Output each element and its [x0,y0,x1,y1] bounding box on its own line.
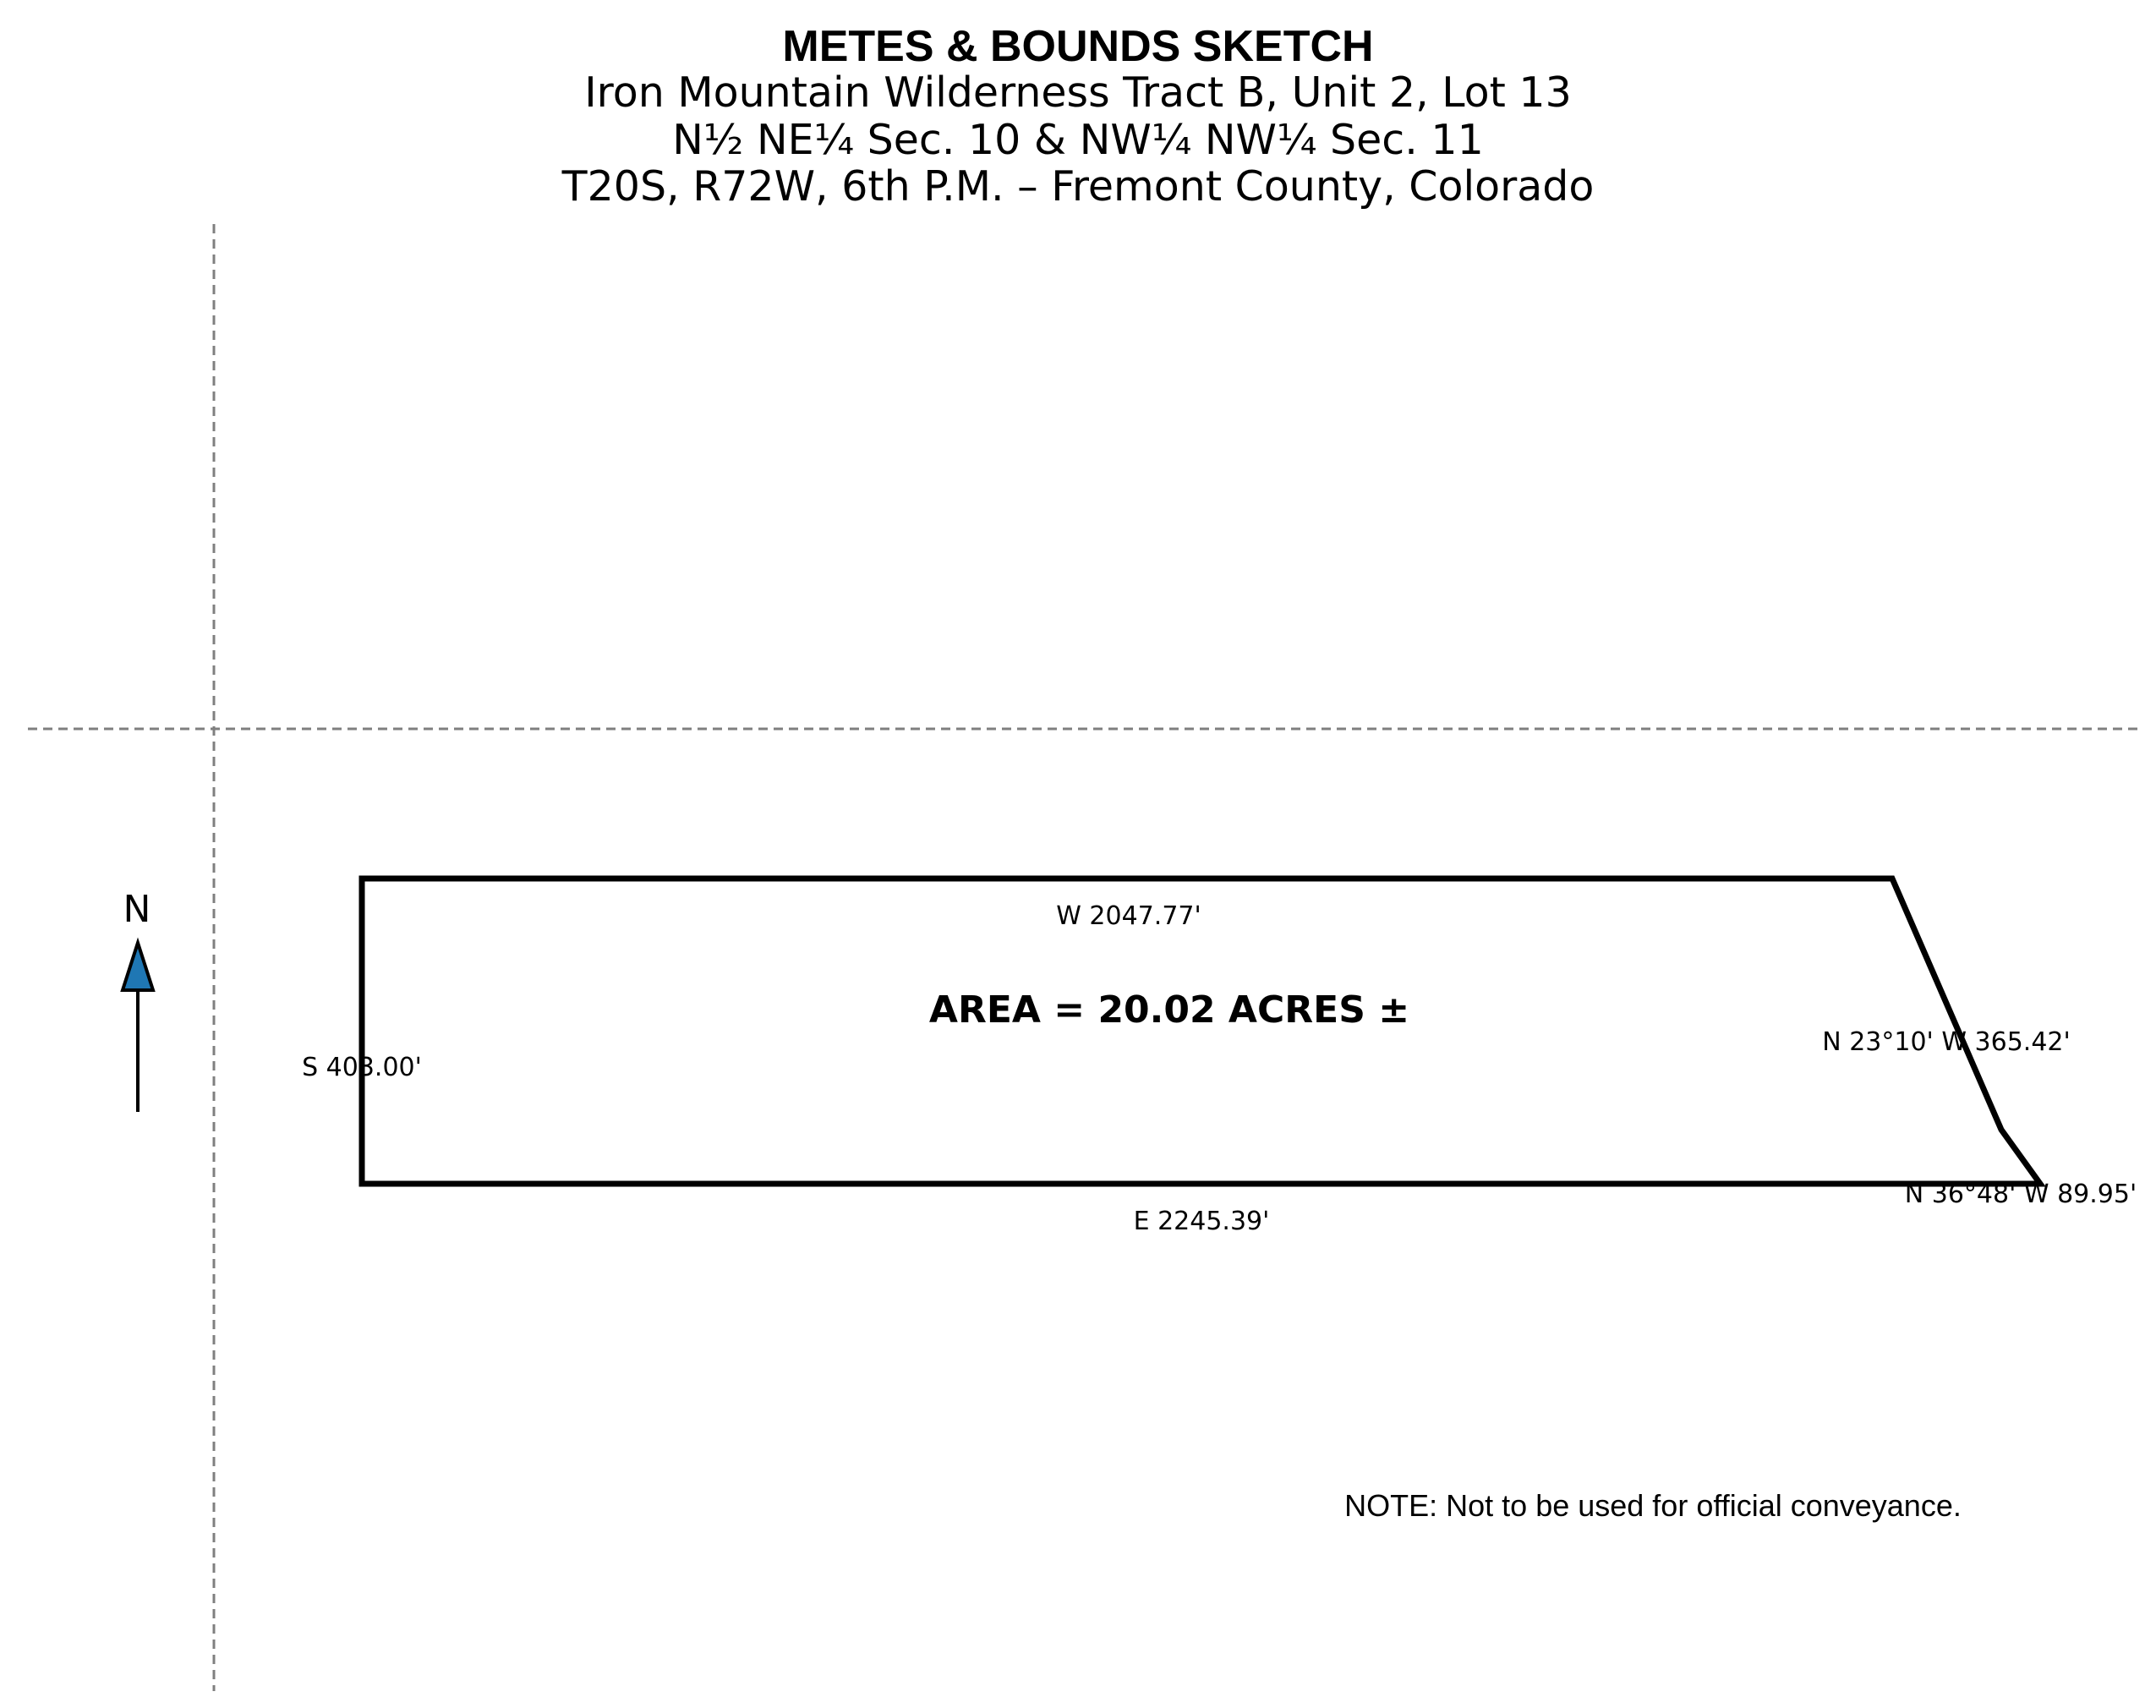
subtitle-sections: N½ NE¼ Sec. 10 & NW¼ NW¼ Sec. 11 [672,116,1484,164]
call-label-north-line: W 2047.77' [1056,901,1201,931]
subtitle-township: T20S, R72W, 6th P.M. – Fremont County, Colorado [561,162,1595,211]
north-label: N [123,888,151,931]
north-arrow [123,888,153,1112]
call-label-west-line: S 403.00' [302,1053,422,1082]
parcel-area-label: AREA = 20.02 ACRES ± [928,988,1410,1032]
sketch-title: METES & BOUNDS SKETCH [782,22,1374,71]
call-label-south-line: E 2245.39' [1133,1207,1270,1236]
call-label-east-line: N 23°10' W 365.42' [1822,1027,2071,1057]
call-label-southeast-line: N 36°48' W 89.95' [1904,1180,2137,1209]
subtitle-tract: Iron Mountain Wilderness Tract B, Unit 2, Lot 13 [584,68,1572,117]
disclaimer-note: NOTE: Not to be used for official conveyance. [1344,1488,1962,1523]
north-arrow-head [123,943,153,990]
